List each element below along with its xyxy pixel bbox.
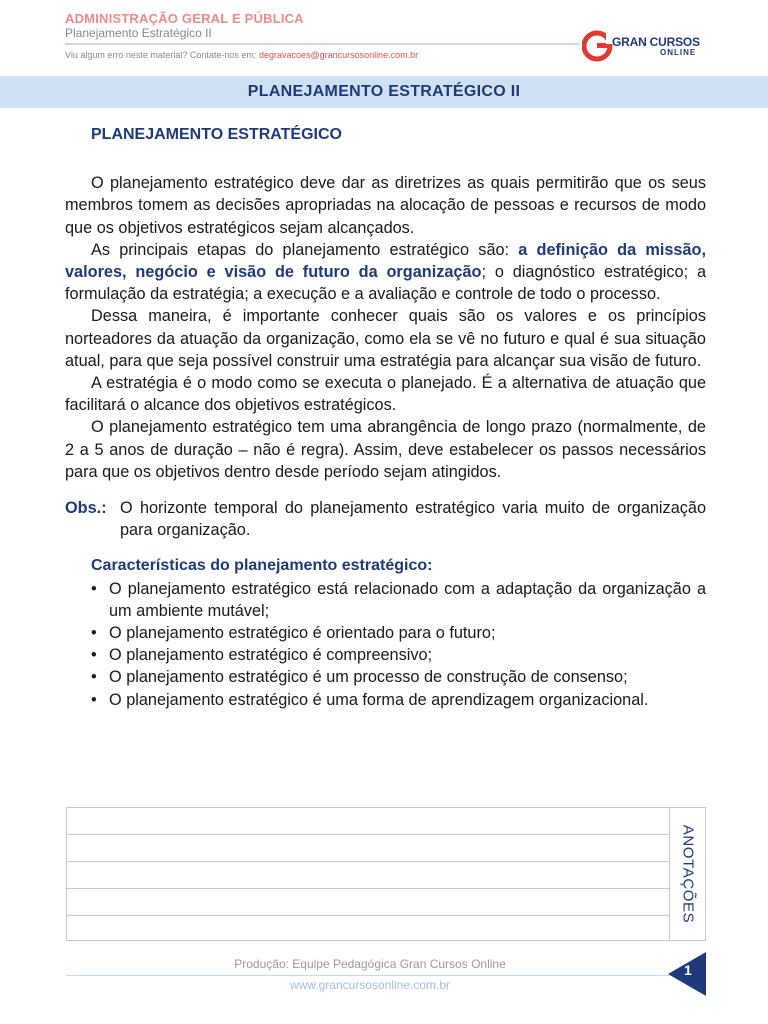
header-contact <box>65 50 418 60</box>
notes-ruled-line <box>67 915 669 916</box>
paragraph-2 <box>65 239 706 306</box>
characteristics-list <box>65 578 706 711</box>
paragraph-2-intro: As principais etapas do planejamento estratégico são: <box>91 240 519 259</box>
paragraph-2-rest: ; o diagnóstico estratégico; a formulação da estratégia; a execução e a avaliação e controle de todo o processo. <box>65 263 706 304</box>
notes-label-container <box>670 808 706 940</box>
footer-website-link[interactable]: www.grancursosonline.com.br <box>289 978 451 992</box>
observation-label: Obs.: <box>65 499 107 518</box>
list-item: • O planejamento estratégico é um processo de construção de consenso; <box>91 666 706 688</box>
observation-text: O horizonte temporal do planejamento estratégico varia muito de organização para organização. <box>120 499 706 540</box>
paragraph-2-highlight: a definição da missão, valores, negócio e visão de futuro da organização <box>65 240 706 282</box>
notes-ruled-line <box>67 861 669 862</box>
contact-email-link[interactable]: degravacoes@grancursosonline.com.br <box>258 50 419 60</box>
footer-production: Produção: Equipe Pedagógica Gran Cursos Online <box>234 957 506 971</box>
header-topic: Planejamento Estratégico II <box>65 26 212 40</box>
logo-text-gran-cursos: GRAN CURSOS <box>612 35 700 49</box>
list-item: • O planejamento estratégico é orientado para o futuro; <box>91 622 706 644</box>
notes-ruled-line <box>67 834 669 835</box>
paragraph-3: Dessa maneira, é importante conhecer quais são os valores e os princípios norteadores da atuação da organização, como ela se vê no futuro e qual é sua situação atual, para que seja possível construir uma estratégia para alcançar sua visão de futuro. <box>65 307 706 370</box>
list-item: • O planejamento estratégico está relacionado com a adaptação da organização a um ambiente mutável; <box>91 578 706 622</box>
list-item: • O planejamento estratégico é uma forma de aprendizagem organizacional. <box>91 689 706 711</box>
gran-cursos-logo <box>582 30 712 62</box>
title-band <box>0 76 768 108</box>
notes-label: ANOTAÇÕES <box>679 824 697 924</box>
page-number: 1 <box>684 962 692 978</box>
logo-g-icon <box>582 30 614 62</box>
list-item: • O planejamento estratégico é compreensivo; <box>91 644 706 666</box>
paragraph-1: O planejamento estratégico deve dar as diretrizes as quais permitirão que os seus membros tomem as decisões apropriadas na alocação de pessoas e recursos de modo que os objetivos estratégicos sejam alcançados. <box>65 174 706 237</box>
notes-ruled-line <box>67 888 669 889</box>
main-content <box>65 124 706 711</box>
logo-text-online: ONLINE <box>660 48 697 57</box>
header-divider <box>65 43 580 45</box>
notes-box <box>66 807 706 941</box>
paragraph-5: O planejamento estratégico tem uma abrangência de longo prazo (normalmente, de 2 a 5 anos de duração – não é regra). Assim, deve estabelecer os passos necessários para que os objetivos dentro desde período sejam atingidos. <box>65 418 706 481</box>
footer-divider <box>66 975 671 976</box>
observation-block <box>65 497 706 541</box>
section-title: PLANEJAMENTO ESTRATÉGICO <box>91 126 342 143</box>
contact-prefix: Viu algum erro neste material? Contate-nos em: <box>65 50 259 60</box>
paragraph-4: A estratégia é o modo como se executa o planejado. É a alternativa de atuação que facilitará o alcance dos objetivos estratégicos. <box>65 374 706 415</box>
page-title: PLANEJAMENTO ESTRATÉGICO II <box>247 83 521 100</box>
header-subject: ADMINISTRAÇÃO GERAL E PÚBLICA <box>65 11 304 26</box>
characteristics-title: Características do planejamento estratégico: <box>91 557 433 575</box>
